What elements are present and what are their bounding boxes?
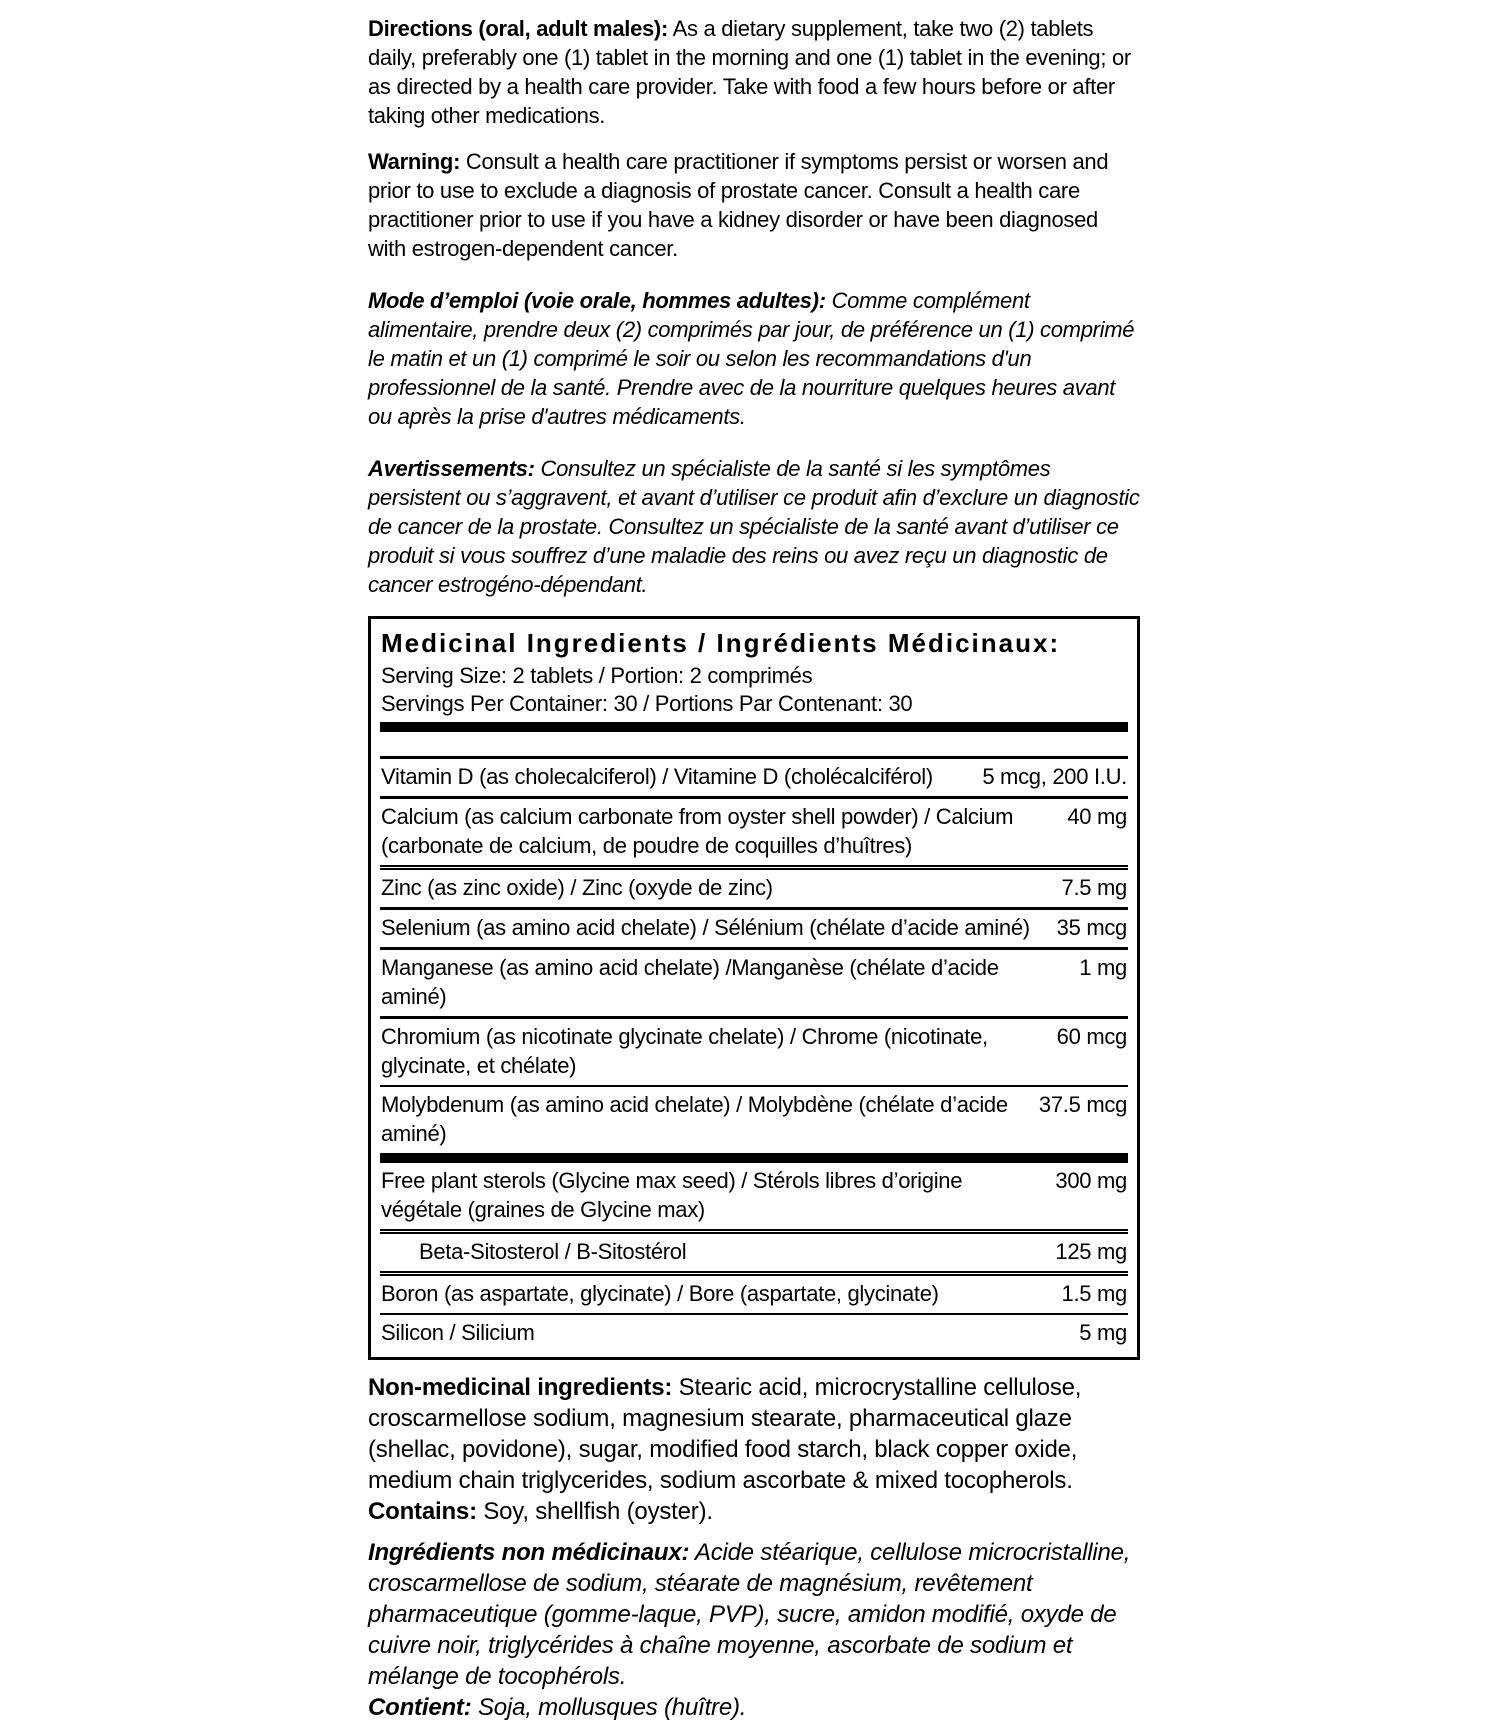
ingredient-amount: 1 mg [1079,955,1127,980]
ingredient-amount: 300 mg [1055,1168,1127,1193]
avertissements-lead: Avertissements: [368,456,535,481]
ingredient-amount: 5 mcg, 200 I.U. [982,764,1127,789]
ingredient-amount: 60 mcg [1056,1024,1127,1049]
warning-lead: Warning: [368,149,461,174]
contains-lead: Contains: [368,1498,477,1525]
avertissements-body: Consultez un spécialiste de la santé si les symptômes persistent ou s’aggravent, et avant d’utiliser ce produit afin d’exclure un diagnostic de cancer de la prostate. Consultez un spécialiste de la santé avant d’utiliser ce produit si vous souffrez d’une maladie des reins ou avez reçu un diagnostic de cancer estrogéno-dépendant. [368,456,1140,597]
table-row [380,1229,1128,1271]
non-medicinal-body: Stearic acid, microcrystalline cellulose, croscarmellose sodium, magnesium stearate, pharmaceutical glaze (shellac, povidone), sugar, modified food starch, black copper oxide, medium chain triglycerides, sodium ascorbate & mixed tocopherols. [368,1374,1082,1494]
ingredient-name: Beta-Sitosterol / B-Sitostérol [419,1239,687,1264]
table-row [380,1271,1128,1313]
ingredient-amount: 35 mcg [1056,915,1127,940]
contient-body: Soja, mollusques (huître). [477,1694,747,1721]
table-row [380,1313,1128,1352]
table-row [380,865,1128,907]
ingredient-name: Calcium (as calcium carbonate from oyster shell powder) / Calcium (carbonate de calcium, de poudre de coquilles d’huîtres) [381,804,1014,858]
avertissements-paragraph [368,454,1140,599]
divider-bar-middle [380,1153,1128,1163]
contains-body: Soy, shellfish (oyster). [483,1498,713,1525]
ingredient-amount: 7.5 mg [1061,875,1127,900]
non-medicinal-lead: Non-medicinal ingredients: [368,1374,673,1401]
ingredient-amount: 125 mg [1055,1239,1127,1264]
contains-paragraph [368,1496,1140,1527]
table-title: Medicinal Ingredients / Ingrédients Médicinaux: [381,628,1061,658]
supplement-label [368,14,1140,1723]
warning-body: Consult a health care practitioner if symptoms persist or worsen and prior to use to exclude a diagnosis of prostate cancer. Consult a health care practitioner prior to use if you have a kidney disorder or have been diagnosed with estrogen-dependent cancer. [368,149,1109,261]
servings-per-container: Servings Per Container: 30 / Portions Par Contenant: 30 [381,691,913,716]
ingredient-name: Boron (as aspartate, glycinate) / Bore (aspartate, glycinate) [381,1281,939,1306]
mode-emploi-body: Comme complément alimentaire, prendre deux (2) comprimés par jour, de préférence un (1) comprimé le matin et un (1) comprimé le soir ou selon les recommandations d'un professionnel de la santé. Prendre avec de la nourriture quelques heures avant ou après la prise d'autres médicaments. [368,288,1135,429]
directions-lead: Directions (oral, adult males): [368,16,668,41]
ingredient-name: Free plant sterols (Glycine max seed) / Stérols libres d’origine végétale (graines de Glycine max) [381,1168,963,1222]
ingredient-amount: 37.5 mcg [1038,1092,1127,1117]
ingredient-name: Molybdenum (as amino acid chelate) / Molybdène (chélate d’acide aminé) [381,1092,1008,1146]
ingredient-name: Silicon / Silicium [381,1320,535,1345]
mode-emploi-lead: Mode d’emploi (voie orale, hommes adultes): [368,288,826,313]
ingredient-amount: 1.5 mg [1061,1281,1127,1306]
non-medicinal-paragraph [368,1372,1140,1496]
ingredient-name: Manganese (as amino acid chelate) /Manganèse (chélate d’acide aminé) [381,955,999,1009]
table-row [380,1085,1128,1153]
directions-body: As a dietary supplement, take two (2) tablets daily, preferably one (1) tablet in the morning and one (1) tablet in the evening; or as directed by a health care provider. Take with food a few hours before or after taking other medications. [368,16,1131,128]
ingredient-name: Zinc (as zinc oxide) / Zinc (oxyde de zinc) [381,875,773,900]
ingredient-amount: 40 mg [1067,804,1127,829]
non-medicinaux-body: Acide stéarique, cellulose microcristalline, croscarmellose de sodium, stéarate de magnésium, revêtement pharmaceutique (gomme-laque, PVP), sucre, amidon modifié, oxyde de cuivre noir, triglycérides à chaîne moyenne, ascorbate de sodium et mélange de tocophérols. [368,1539,1131,1690]
non-medicinaux-paragraph [368,1537,1140,1692]
directions-paragraph [368,14,1140,130]
divider-bar-top [380,722,1128,732]
table-row [380,1163,1128,1229]
ingredient-amount: 5 mg [1079,1320,1127,1345]
mode-emploi-paragraph [368,286,1140,431]
contient-paragraph [368,1692,1140,1723]
warning-paragraph [368,147,1140,263]
table-row [380,796,1128,865]
serving-size: Serving Size: 2 tablets / Portion: 2 comprimés [381,663,813,688]
non-medicinaux-lead: Ingrédients non médicinaux: [368,1539,690,1566]
table-row [380,947,1128,1016]
ingredient-name: Chromium (as nicotinate glycinate chelate) / Chrome (nicotinate, glycinate, et chélate) [381,1024,988,1078]
table-row [380,907,1128,947]
contient-lead: Contient: [368,1694,472,1721]
ingredient-name: Vitamin D (as cholecalciferol) / Vitamine D (cholécalciférol) [381,764,933,789]
medicinal-ingredients-table [368,616,1140,1360]
ingredient-name: Selenium (as amino acid chelate) / Sélénium (chélate d’acide aminé) [381,915,1030,940]
table-row [380,1016,1128,1085]
table-row [380,756,1128,796]
table-spacer [380,732,1128,756]
